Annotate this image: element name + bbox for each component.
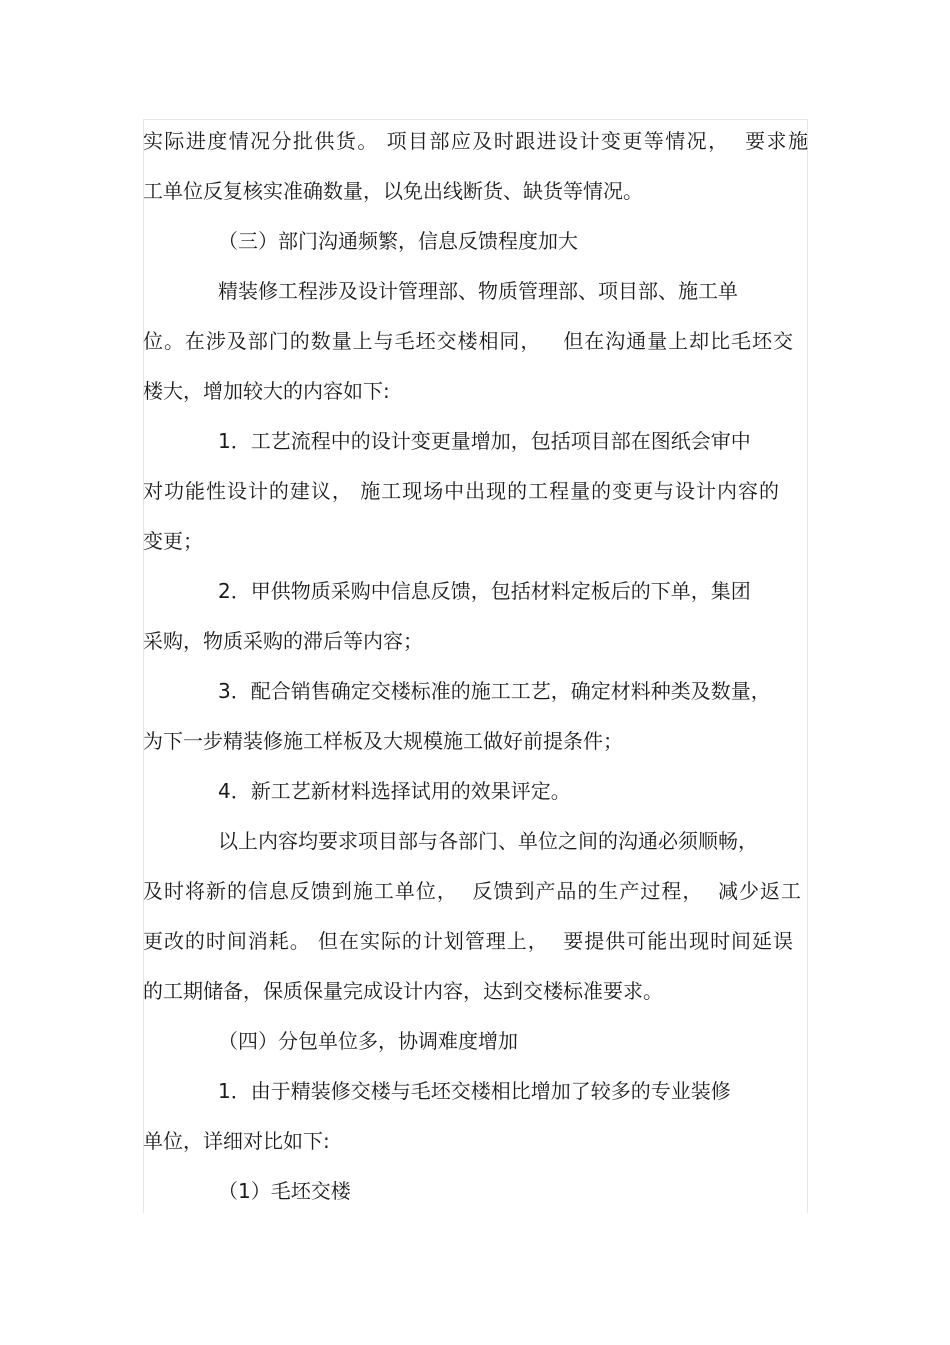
sub-heading: （1）毛坯交楼 [218,1179,351,1203]
text-line: 楼大，增加较大的内容如下: [143,379,390,403]
text-line: 更改的时间消耗。 但在实际的计划管理上， 要提供可能出现时间延误 [143,929,793,953]
text-line: 变更； [143,529,203,553]
section-heading: （三）部门沟通频繁，信息反馈程度加大 [218,229,578,253]
list-item: 2．甲供物质采购中信息反馈，包括材料定板后的下单，集团 [218,579,751,603]
text-line: 工单位反复核实准确数量，以免出线断货、缺货等情况。 [143,179,643,203]
list-item: 1．由于精装修交楼与毛坯交楼相比增加了较多的专业装修 [218,1079,731,1103]
text-line: 及时将新的信息反馈到施工单位， 反馈到产品的生产过程， 减少返工 [143,879,801,903]
list-item: 3．配合销售确定交楼标准的施工工艺，确定材料种类及数量， [218,679,771,703]
text-line: 的工期储备，保质保量完成设计内容，达到交楼标准要求。 [143,979,663,1003]
section-heading: （四）分包单位多，协调难度增加 [218,1029,518,1053]
text-line: 为下一步精装修施工样板及大规模施工做好前提条件； [143,729,623,753]
list-item: 1．工艺流程中的设计变更量增加，包括项目部在图纸会审中 [218,429,751,453]
page-border-left [143,119,144,1213]
text-line: 精装修工程涉及设计管理部、物质管理部、项目部、施工单 [218,279,738,303]
text-line: 采购，物质采购的滞后等内容； [143,629,423,653]
text-line: 对功能性设计的建议， 施工现场中出现的工程量的变更与设计内容的 [143,479,779,503]
list-item: 4．新工艺新材料选择试用的效果评定。 [218,779,571,803]
text-line: 位。在涉及部门的数量上与毛坯交楼相同， 但在沟通量上却比毛坯交 [143,329,793,353]
text-line: 单位，详细对比如下: [143,1129,330,1153]
text-line: 实际进度情况分批供货。 项目部应及时跟进设计变更等情况， 要求施 [143,129,808,153]
text-line: 以上内容均要求项目部与各部门、单位之间的沟通必须顺畅， [218,829,758,853]
page-border-top [143,119,808,120]
